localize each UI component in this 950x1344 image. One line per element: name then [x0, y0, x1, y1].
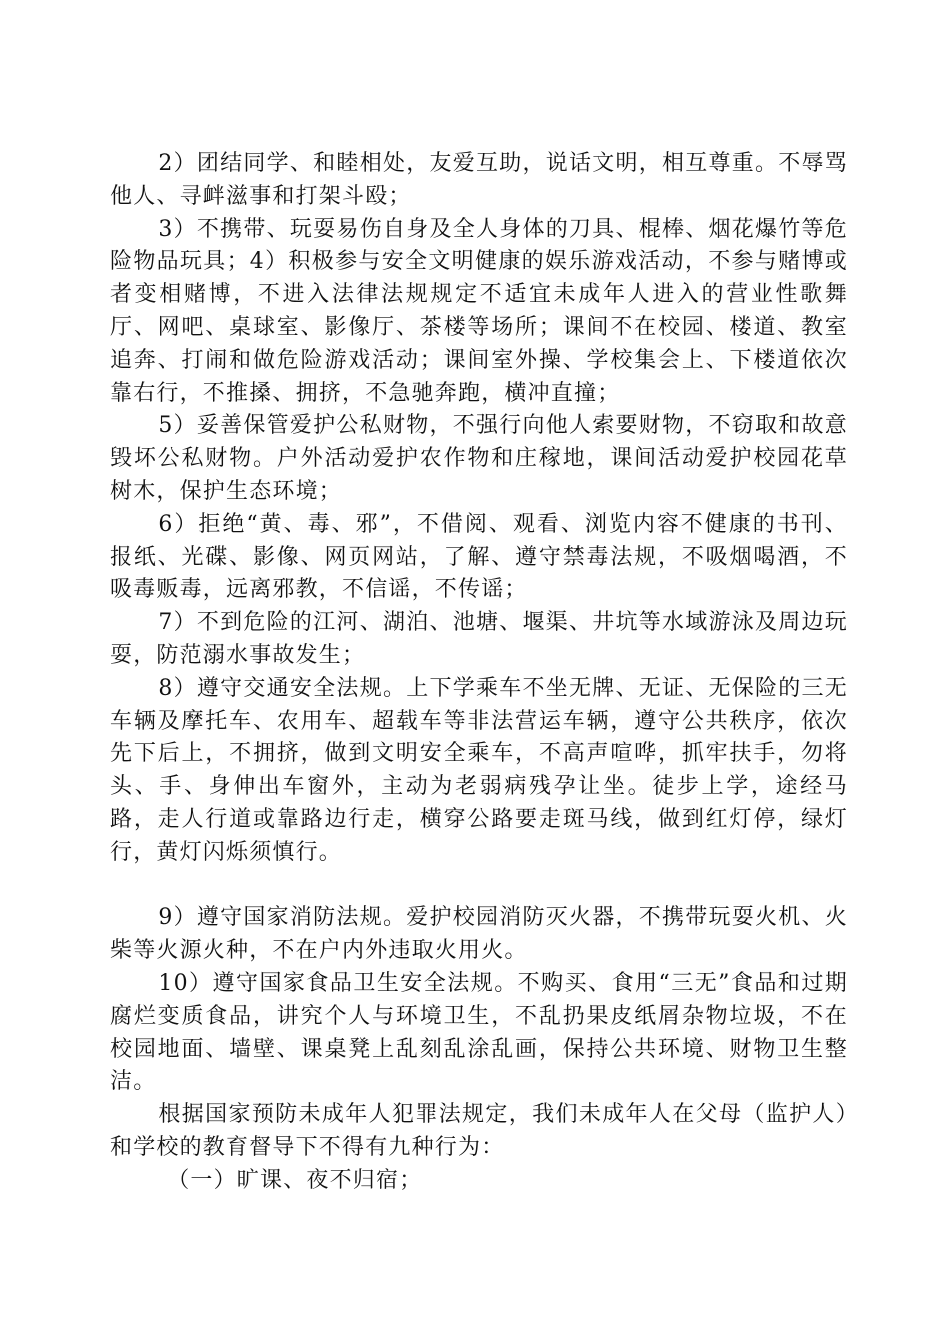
paragraph-spacer — [110, 870, 848, 903]
paragraph-item-5: 5）妥善保管爱护公私财物，不强行向他人索要财物，不窃取和故意毁坏公私财物。户外活动爱护农作物和庄稼地，课间活动爱护校园花草树木，保护生态环境； — [110, 413, 848, 504]
paragraph-item-6: 6）拒绝“黄、毒、邪”，不借阅、观看、浏览内容不健康的书刊、报纸、光碟、影像、网页网站，了解、遵守禁毒法规，不吸烟喝酒，不吸毒贩毒，远离邪教，不信谣，不传谣； — [110, 511, 848, 603]
paragraph-item-7: 7）不到危险的江河、湖泊、池塘、堰渠、井坑等水域游泳及周边玩耍，防范溺水事故发生； — [110, 610, 848, 668]
paragraph-list-item-one: （一）旷课、夜不归宿； — [167, 1167, 423, 1193]
document-body — [110, 148, 848, 1198]
paragraph-item-8: 8）遵守交通安全法规。上下学乘车不坐无牌、无证、无保险的三无车辆及摩托车、农用车、超载车等非法营运车辆，遵守公共秩序，依次先下后上，不拥挤，做到文明安全乘车，不高声喧哗，抓牢扶手，勿将头、手、身伸出车窗外，主动为老弱病残孕让坐。徒步上学，途经马路，走人行道或靠路边行走，横穿公路要走斑马线，做到红灯停，绿灯行，黄灯闪烁须慎行。 — [110, 675, 848, 865]
paragraph-item-10: 10）遵守国家食品卫生安全法规。不购买、食用“三无”食品和过期腐烂变质食品，讲究个人与环境卫生，不乱扔果皮纸屑杂物垃圾，不在校园地面、墙壁、课桌凳上乱刻乱涂乱画，保持公共环境、财物卫生整洁。 — [110, 970, 848, 1095]
paragraph-law-intro: 根据国家预防未成年人犯罪法规定，我们未成年人在父母（监护人）和学校的教育督导下不得有九种行为： — [110, 1102, 848, 1160]
paragraph-item-2: 2）团结同学、和睦相处，友爱互助，说话文明，相互尊重。不辱骂他人、寻衅滋事和打架斗殴； — [110, 151, 848, 209]
paragraph-item-9: 9）遵守国家消防法规。爱护校园消防灭火器，不携带玩耍火机、火柴等火源火种，不在户内外违取火用火。 — [110, 905, 848, 964]
paragraph-items-3-4: 3）不携带、玩耍易伤自身及全人身体的刀具、棍棒、烟花爆竹等危险物品玩具；4）积极参与安全文明健康的娱乐游戏活动，不参与赌博或者变相赌博，不进入法律法规规定不适宜未成年人进入的营业性歌舞厅、网吧、桌球室、影像厅、茶楼等场所；课间不在校园、楼道、教室追奔、打闹和做危险游戏活动；课间室外操、学校集会上、下楼道依次靠右行，不推搡、拥挤，不急驰奔跑，横冲直撞； — [110, 216, 848, 406]
